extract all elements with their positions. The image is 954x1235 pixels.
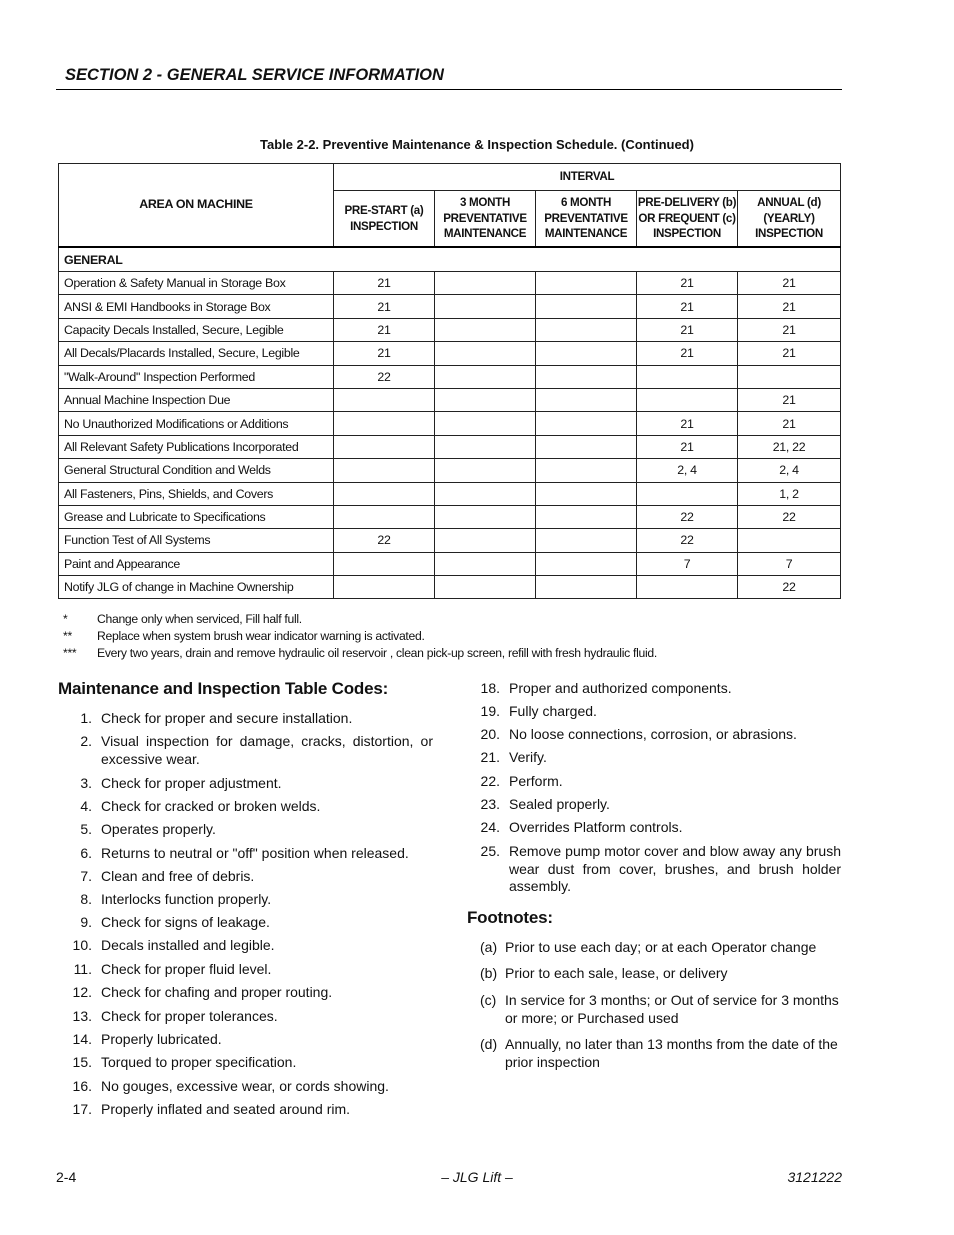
code-item — [474, 773, 841, 791]
footnote-text: Prior to use each day; or at each Operator change — [505, 939, 817, 955]
code-text: No loose connections, corrosion, or abrasions. — [509, 726, 797, 742]
interval-cell: 21 — [334, 342, 435, 365]
interval-cell — [536, 435, 637, 458]
footnotes-heading: Footnotes: — [467, 908, 553, 927]
interval-header: INTERVAL — [334, 164, 841, 191]
interval-cell: 1, 2 — [738, 482, 841, 505]
table-note — [63, 611, 657, 628]
code-text: Check for proper and secure installation. — [101, 710, 353, 726]
code-number: 25. — [480, 843, 500, 859]
code-item — [66, 1031, 433, 1049]
footnote-letter: (c) — [480, 992, 497, 1008]
header-rule — [56, 89, 842, 90]
col-header-line: PRE-START (a) — [344, 204, 424, 217]
table-row — [59, 459, 841, 482]
interval-cell: 21, 22 — [738, 435, 841, 458]
interval-cell: 22 — [334, 529, 435, 552]
note-text: Replace when system brush wear indicator warning is activated. — [97, 629, 425, 643]
code-number: 15. — [72, 1054, 92, 1070]
code-text: Properly lubricated. — [101, 1031, 222, 1047]
interval-cell: 21 — [738, 318, 841, 341]
interval-cell: 22 — [738, 505, 841, 528]
group-general: GENERAL — [59, 247, 841, 272]
code-number: 6. — [80, 845, 92, 861]
interval-cell: 2, 4 — [637, 459, 738, 482]
interval-cell — [435, 435, 536, 458]
interval-cell — [435, 529, 536, 552]
interval-cell — [435, 459, 536, 482]
interval-cell: 21 — [637, 412, 738, 435]
table-row — [59, 482, 841, 505]
code-text: Remove pump motor cover and blow away any brush wear dust from cover, brushes, and brush holder assembly. — [509, 843, 841, 894]
code-number: 4. — [80, 798, 92, 814]
code-item — [474, 819, 841, 837]
code-number: 24. — [480, 819, 500, 835]
code-text: Fully charged. — [509, 703, 597, 719]
row-label: Annual Machine Inspection Due — [59, 388, 334, 411]
interval-cell — [435, 272, 536, 295]
interval-cell — [536, 388, 637, 411]
footnote-item — [480, 1036, 843, 1071]
col-header-line: MAINTENANCE — [544, 227, 628, 241]
footnote-text: Prior to each sale, lease, or delivery — [505, 965, 728, 981]
code-item — [66, 1078, 433, 1096]
code-item — [66, 775, 433, 793]
interval-cell: 21 — [738, 295, 841, 318]
interval-cell — [536, 576, 637, 599]
code-item — [474, 680, 841, 698]
interval-cell — [637, 388, 738, 411]
interval-cell — [334, 505, 435, 528]
footnote-item — [480, 939, 843, 957]
footnote-letter: (d) — [480, 1036, 498, 1052]
code-item — [66, 710, 433, 728]
code-item — [66, 1008, 433, 1026]
interval-cell — [435, 318, 536, 341]
interval-cell — [536, 482, 637, 505]
code-text: Proper and authorized components. — [509, 680, 732, 696]
footer-brand: – JLG Lift – — [441, 1169, 513, 1185]
code-item — [474, 726, 841, 744]
interval-cell: 21 — [738, 342, 841, 365]
interval-col-header-1 — [334, 191, 435, 248]
interval-cell — [536, 272, 637, 295]
code-number: 2. — [80, 733, 92, 749]
code-text: Properly inflated and seated around rim. — [101, 1101, 351, 1117]
interval-cell — [334, 482, 435, 505]
code-text: Interlocks function properly. — [101, 891, 272, 907]
code-item — [66, 733, 433, 768]
col-header-line: INSPECTION — [755, 227, 823, 241]
note-text: Change only when serviced, Fill half full. — [97, 612, 302, 626]
code-item — [474, 749, 841, 767]
interval-cell: 21 — [637, 272, 738, 295]
row-label: All Fasteners, Pins, Shields, and Covers — [59, 482, 334, 505]
interval-cell — [637, 576, 738, 599]
code-number: 17. — [72, 1101, 92, 1117]
row-label: Capacity Decals Installed, Secure, Legible — [59, 318, 334, 341]
note-mark: *** — [63, 646, 77, 660]
code-item — [66, 821, 433, 839]
interval-cell — [536, 318, 637, 341]
interval-cell: 21 — [637, 295, 738, 318]
table-row — [59, 272, 841, 295]
row-label: General Structural Condition and Welds — [59, 459, 334, 482]
interval-cell: 21 — [738, 388, 841, 411]
interval-cell — [435, 412, 536, 435]
col-header-line: PREVENTATIVE — [443, 211, 527, 225]
interval-cell — [334, 388, 435, 411]
row-label: ANSI & EMI Handbooks in Storage Box — [59, 295, 334, 318]
page-number: 2-4 — [56, 1169, 77, 1185]
code-text: Check for proper tolerances. — [101, 1008, 278, 1024]
code-number: 13. — [72, 1008, 92, 1024]
section-title: SECTION 2 - GENERAL SERVICE INFORMATION — [65, 66, 444, 84]
code-text: Visual inspection for damage, cracks, distortion, or excessive wear. — [101, 733, 433, 767]
table-row — [59, 318, 841, 341]
interval-cell — [435, 482, 536, 505]
table-row — [59, 435, 841, 458]
code-text: Returns to neutral or "off" position when released. — [101, 845, 409, 861]
interval-cell — [435, 295, 536, 318]
code-text: Clean and free of debris. — [101, 868, 255, 884]
code-number: 10. — [72, 937, 92, 953]
code-text: Check for cracked or broken welds. — [101, 798, 321, 814]
table-caption: Table 2-2. Preventive Maintenance & Inspection Schedule. (Continued) — [260, 137, 694, 152]
row-label: All Relevant Safety Publications Incorporated — [59, 435, 334, 458]
row-label: Notify JLG of change in Machine Ownership — [59, 576, 334, 599]
code-number: 9. — [80, 914, 92, 930]
col-header-line: OR FREQUENT (c) — [638, 211, 736, 225]
interval-cell: 22 — [637, 505, 738, 528]
code-item — [66, 1101, 433, 1119]
code-text: Check for proper adjustment. — [101, 775, 282, 791]
interval-cell — [334, 435, 435, 458]
document-number: 3121222 — [787, 1169, 842, 1185]
row-label: Function Test of All Systems — [59, 529, 334, 552]
footnote-item — [480, 992, 843, 1027]
interval-cell — [536, 295, 637, 318]
note-text: Every two years, drain and remove hydraulic oil reservoir , clean pick-up screen, refill with fresh hydraulic fluid. — [97, 646, 657, 660]
footnote-text: In service for 3 months; or Out of service for 3 months or more; or Purchased used — [505, 992, 839, 1026]
col-header-line: PRE-DELIVERY (b) — [637, 196, 737, 210]
interval-cell — [334, 412, 435, 435]
table-row — [59, 412, 841, 435]
table-row — [59, 388, 841, 411]
code-text: Verify. — [509, 749, 547, 765]
table-row — [59, 342, 841, 365]
interval-cell — [536, 342, 637, 365]
interval-cell: 21 — [334, 272, 435, 295]
interval-cell — [435, 365, 536, 388]
note-mark: ** — [63, 629, 72, 643]
code-number: 18. — [480, 680, 500, 696]
interval-cell — [334, 459, 435, 482]
code-text: Overrides Platform controls. — [509, 819, 683, 835]
code-text: Sealed properly. — [509, 796, 610, 812]
code-item — [66, 868, 433, 886]
code-number: 22. — [480, 773, 500, 789]
interval-cell — [637, 482, 738, 505]
code-number: 7. — [80, 868, 92, 884]
interval-cell — [435, 505, 536, 528]
row-label: "Walk-Around" Inspection Performed — [59, 365, 334, 388]
code-number: 8. — [80, 891, 92, 907]
table-row — [59, 505, 841, 528]
table-row — [59, 365, 841, 388]
table-row — [59, 295, 841, 318]
interval-cell — [536, 529, 637, 552]
footnote-letter: (a) — [480, 939, 498, 955]
row-label: Grease and Lubricate to Specifications — [59, 505, 334, 528]
interval-cell: 21 — [637, 342, 738, 365]
table-row — [59, 529, 841, 552]
code-item — [66, 914, 433, 932]
row-label: Paint and Appearance — [59, 552, 334, 575]
code-item — [474, 703, 841, 721]
code-text: Torqued to proper specification. — [101, 1054, 297, 1070]
code-text: Check for proper fluid level. — [101, 961, 272, 977]
interval-cell: 22 — [738, 576, 841, 599]
code-number: 11. — [73, 961, 92, 977]
code-number: 20. — [480, 726, 500, 742]
code-text: Check for chafing and proper routing. — [101, 984, 333, 1000]
interval-cell: 7 — [637, 552, 738, 575]
interval-cell — [435, 342, 536, 365]
code-item — [66, 1054, 433, 1072]
code-text: Perform. — [509, 773, 563, 789]
interval-cell — [536, 459, 637, 482]
interval-cell: 21 — [334, 295, 435, 318]
interval-cell — [334, 576, 435, 599]
interval-cell — [334, 552, 435, 575]
footnote-item — [480, 965, 843, 983]
col-header-line: INSPECTION — [350, 219, 418, 233]
interval-col-header-3 — [536, 191, 637, 248]
code-item — [66, 961, 433, 979]
table-note — [63, 628, 657, 645]
code-item — [474, 796, 841, 814]
interval-cell — [435, 388, 536, 411]
footnote-text: Annually, no later than 13 months from the date of the prior inspection — [505, 1036, 838, 1070]
col-header-line: (YEARLY) — [763, 211, 815, 225]
interval-cell — [435, 576, 536, 599]
interval-cell: 21 — [334, 318, 435, 341]
col-header-line: INSPECTION — [653, 227, 721, 241]
interval-col-header-4 — [637, 191, 738, 248]
note-mark: * — [63, 612, 68, 626]
code-number: 16. — [72, 1078, 92, 1094]
code-item — [66, 798, 433, 816]
interval-cell — [536, 552, 637, 575]
code-number: 21. — [480, 749, 500, 765]
code-number: 19. — [480, 703, 500, 719]
interval-cell — [738, 365, 841, 388]
maintenance-schedule-table — [58, 163, 841, 599]
interval-cell: 22 — [637, 529, 738, 552]
code-text: Check for signs of leakage. — [101, 914, 270, 930]
code-number: 3. — [80, 775, 92, 791]
area-on-machine-header: AREA ON MACHINE — [59, 164, 334, 248]
code-number: 14. — [72, 1031, 92, 1047]
col-header-line: 3 MONTH — [459, 196, 511, 210]
code-item — [66, 984, 433, 1002]
code-item — [66, 891, 433, 909]
table-row — [59, 576, 841, 599]
row-label: All Decals/Placards Installed, Secure, Legible — [59, 342, 334, 365]
code-number: 12. — [72, 984, 92, 1000]
interval-col-header-2 — [435, 191, 536, 248]
footnote-letter: (b) — [480, 965, 498, 981]
col-header-line: MAINTENANCE — [443, 227, 527, 241]
interval-cell: 7 — [738, 552, 841, 575]
interval-cell — [536, 365, 637, 388]
code-number: 1. — [80, 710, 92, 726]
code-number: 23. — [480, 796, 500, 812]
codes-heading: Maintenance and Inspection Table Codes: — [58, 679, 389, 698]
interval-cell: 22 — [334, 365, 435, 388]
interval-cell — [536, 505, 637, 528]
row-label: No Unauthorized Modifications or Additions — [59, 412, 334, 435]
row-label: Operation & Safety Manual in Storage Box — [59, 272, 334, 295]
code-item — [66, 845, 433, 863]
interval-cell: 2, 4 — [738, 459, 841, 482]
col-header-line: 6 MONTH — [560, 196, 612, 210]
code-text: Operates properly. — [101, 821, 216, 837]
interval-cell: 21 — [637, 318, 738, 341]
interval-cell — [637, 365, 738, 388]
code-text: No gouges, excessive wear, or cords showing. — [101, 1078, 389, 1094]
interval-cell — [435, 552, 536, 575]
table-note — [63, 645, 657, 662]
interval-col-header-5 — [738, 191, 841, 248]
interval-cell: 21 — [637, 435, 738, 458]
interval-cell: 21 — [738, 272, 841, 295]
table-row — [59, 552, 841, 575]
col-header-line: PREVENTATIVE — [544, 211, 628, 225]
interval-cell: 21 — [738, 412, 841, 435]
code-item — [66, 937, 433, 955]
interval-cell — [738, 529, 841, 552]
col-header-line: ANNUAL (d) — [757, 196, 821, 210]
table-notes — [63, 611, 657, 662]
interval-cell — [536, 412, 637, 435]
code-number: 5. — [80, 821, 92, 837]
code-text: Decals installed and legible. — [101, 937, 275, 953]
code-item — [474, 843, 841, 896]
